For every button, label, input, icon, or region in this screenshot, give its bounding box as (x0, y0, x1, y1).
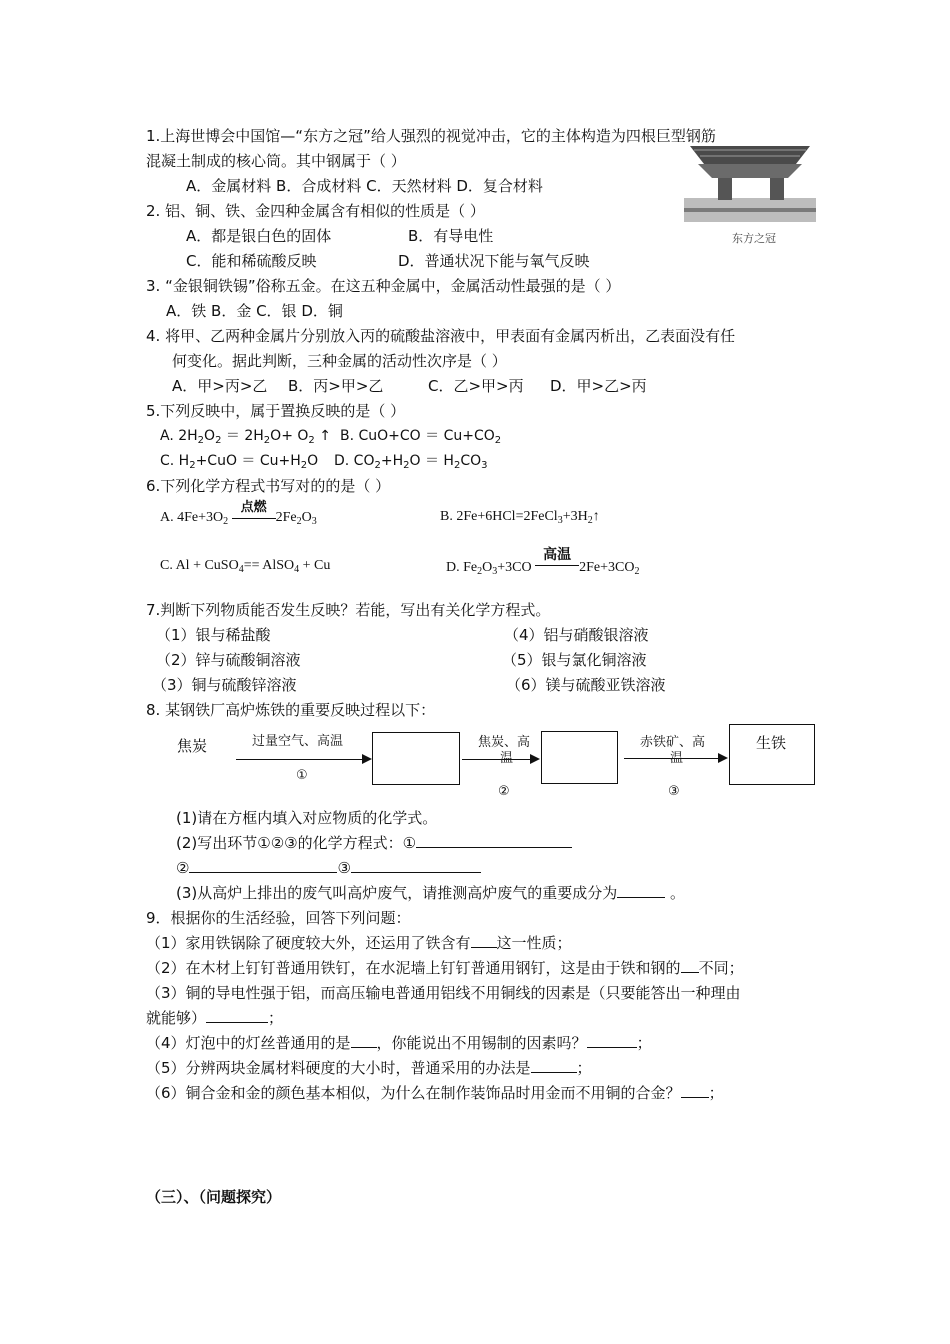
q8-arrow2-label-b: 温 (500, 751, 514, 766)
q8-arrow1-label: 过量空气、高温 (252, 734, 344, 749)
q9-blank-5[interactable] (587, 1033, 637, 1048)
q6-cond-high-temp: 高温 (535, 544, 579, 566)
q7-item-2: （2）锌与硫酸铜溶液 (156, 651, 301, 669)
q4-opt-c: C．乙>甲>丙 (428, 377, 524, 395)
q5-opt-d: D. $CO_2+H_2O = H_2CO_3$ (334, 453, 488, 471)
q8-blank-3[interactable] (351, 858, 481, 873)
q8-blank-2[interactable] (189, 858, 337, 873)
q9-item-3: （3）铜的导电性强于铝，而高压输电普通用铝线不用铜线的因素是（只要能答出一种理由 (146, 984, 741, 1002)
q8-step-3: ③ (668, 784, 680, 799)
q5-stem: 5.下列反映中，属于置换反映的是（ ） (146, 402, 406, 420)
q9-blank-1[interactable] (471, 933, 497, 948)
q9-blank-4[interactable] (351, 1033, 377, 1048)
q8-arrow3-label: 赤铁矿、高 (640, 735, 706, 750)
q9-stem: 9．根据你的生活经验，回答下列问题： (146, 909, 411, 927)
q3-stem: 3. “金银铜铁锡”俗称五金。在这五种金属中，金属活动性最强的是（ ） (146, 277, 621, 295)
q8-sub-3: (3)从高炉上排出的废气叫高炉废气，请推测高炉废气的重要成分为 。 (176, 884, 686, 902)
q4-line2: 何变化。据此判断，三种金属的活动性次序是（ ） (172, 352, 507, 370)
q8-step-2: ② (498, 784, 510, 799)
q9-item-3b: 就能够） ； (146, 1009, 284, 1027)
q7-item-6: （6）镁与硫酸亚铁溶液 (506, 676, 666, 694)
q9-blank-2[interactable] (681, 958, 699, 973)
q7-item-4: （4）铝与硝酸银溶液 (504, 626, 649, 644)
image-caption: 东方之冠 (732, 232, 776, 245)
q9-item-6: （6）铜合金和金的颜色基本相似，为什么在制作装饰品时用金而不用铜的合金？ ； (146, 1084, 724, 1102)
q9-item-2: （2）在木材上钉钉普通用铁钉，在水泥墙上钉钉普通用钢钉，这是由于铁和钢的 不同； (146, 959, 744, 977)
q6-opt-d: D. $Fe_2O_3+3CO$ 高温 $2Fe+3CO_2$ (446, 546, 640, 577)
q8-blank-4[interactable] (617, 883, 665, 898)
q7-item-5: （5）银与氯化铜溶液 (502, 651, 647, 669)
q4-opt-d: D．甲>乙>丙 (550, 377, 647, 395)
q6-cond-ignite: 点燃 (232, 497, 276, 519)
q8-answer-box-1[interactable] (372, 732, 460, 785)
q7-stem: 7.判断下列物质能否发生反映？若能，写出有关化学方程式。 (146, 601, 551, 619)
q8-sub-2b: ② ③ (176, 858, 481, 878)
q8-arrow3-label-b: 温 (670, 751, 684, 766)
q8-arrow-1 (236, 759, 370, 760)
q8-start-coke: 焦炭 (177, 737, 208, 755)
q4-opt-a: A．甲>丙>乙 (172, 377, 268, 395)
section-3-heading: （三）、（问题探究） (146, 1188, 282, 1206)
q8-sub-1: (1)请在方框内填入对应物质的化学式。 (176, 809, 438, 827)
q9-blank-7[interactable] (681, 1083, 709, 1098)
q1-options: A．金属材料 B．合成材料 C．天然材料 D．复合材料 (186, 177, 543, 195)
q3-options: A．铁 B．金 C．银 D．铜 (166, 302, 343, 320)
q2-opt-c: C．能和稀硫酸反映 (186, 252, 317, 270)
q8-step-1: ① (296, 768, 308, 783)
q8-sub-2: (2)写出环节①②③的化学方程式：① (176, 833, 572, 853)
q8-arrow-3 (624, 758, 726, 759)
q8-arrow2-label: 焦炭、高 (478, 735, 531, 750)
q6-stem: 6.下列化学方程式书写对的的是（ ） (146, 477, 391, 495)
q8-end-pig-iron: 生铁 (756, 734, 787, 752)
q7-item-1: （1）银与稀盐酸 (156, 626, 271, 644)
q2-stem: 2. 铝、铜、铁、金四种金属含有相似的性质是（ ） (146, 202, 485, 220)
q9-item-1: （1）家用铁锅除了硬度较大外，还运用了铁含有 这一性质； (146, 934, 572, 952)
q5-opt-c: C. $H_2+CuO = Cu+H_2O$ (160, 453, 319, 471)
q8-blank-1[interactable] (416, 833, 572, 848)
q6-opt-c: C. Al + CuSO$_4$== AlSO$_4$ + Cu (160, 558, 331, 575)
q9-item-5: （5）分辨两块金属材料硬度的大小时，普通采用的办法是 ； (146, 1059, 592, 1077)
q8-answer-box-2[interactable] (541, 731, 618, 784)
q9-item-4: （4）灯泡中的灯丝普通用的是 ，你能说出不用锡制的因素吗？ ； (146, 1034, 652, 1052)
q4-line1: 4. 将甲、乙两种金属片分别放入丙的硫酸盐溶液中，甲表面有金属丙析出，乙表面没有任 (146, 327, 736, 345)
q1-line2: 混凝土制成的核心筒。其中钢属于（ ） (146, 152, 406, 170)
q8-stem: 8. 某钢铁厂高炉炼铁的重要反映过程以下： (146, 701, 436, 719)
q2-opt-d: D．普通状况下能与氧气反映 (398, 252, 590, 270)
q8-end-box (729, 724, 815, 785)
q2-opt-b: B．有导电性 (408, 227, 494, 245)
q8-arrow-2 (462, 759, 538, 760)
q9-blank-3[interactable] (206, 1008, 268, 1023)
q5-opt-b: B. $CuO+CO = Cu+CO_2$ (340, 428, 502, 446)
q4-opt-b: B．丙>甲>乙 (288, 377, 384, 395)
q9-blank-6[interactable] (531, 1058, 577, 1073)
q2-opt-a: A．都是银白色的固体 (186, 227, 332, 245)
q5-opt-a: A. $2H_2O_2 = 2H_2O+ O_2$ ↑ (160, 428, 331, 446)
q7-item-3: （3）铜与硫酸锌溶液 (152, 676, 297, 694)
q6-opt-a: A. $4Fe+3O_2$ 点燃 $2Fe_2O_3$ (160, 499, 317, 527)
q6-opt-b: B. $2Fe+6HCl=2FeCl_3+3H_2↑$ (440, 509, 600, 526)
q1-line1: 1.上海世博会中国馆—“东方之冠”给人强烈的视觉冲击，它的主体构造为四根巨型钢筋 (146, 127, 716, 145)
china-pavilion-image (684, 138, 816, 224)
